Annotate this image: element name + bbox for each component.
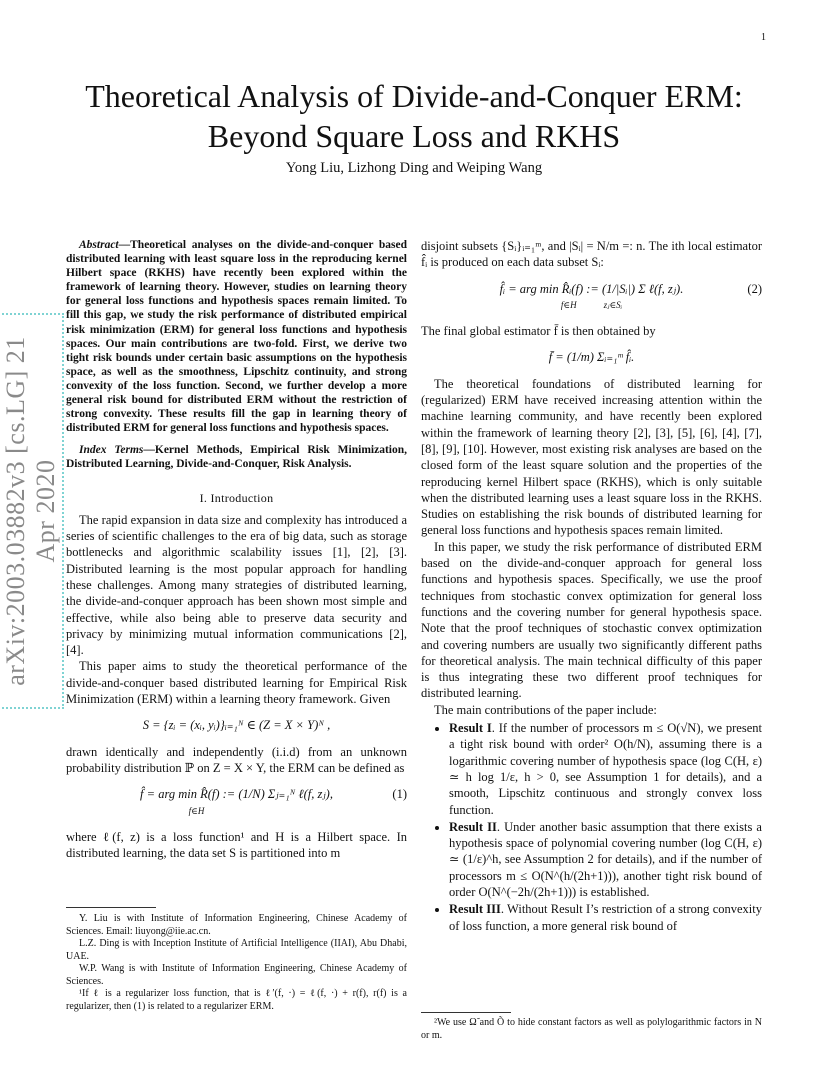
right-paragraph-3: The theoretical foundations of distributed learning for (regularized) ERM have received increasing attention within the machine learning community, and have recently been explored within the framework of learning theory [2], [3], [5], [6], [4], [7], [8], [9], [10]. However, most existing risk analyses are based on the closed form of the least square solution and the properties of the reproducing kernel Hilbert space (RKHS), which is only suitable when the distributed learning uses a least square loss in the RKHS. Studies on establishing the risk bounds of distributed learning for general loss functions and hypothesis spaces remain limited. [421,376,762,538]
equation-2-subscript: f∈H zⱼ∈Sᵢ [560,299,623,310]
intro-paragraph-4: where ℓ(f, z) is a loss function¹ and H is a Hilbert space. In distributed learning, the data set S is partitioned into m [66,829,407,861]
list-item-result-3 [449,901,762,934]
footnote-author-liu: Y. Liu is with Institute of Information Engineering, Chinese Academy of Sciences. Email: liuyong@iie.ac.cn. [66,913,407,937]
abstract [66,238,407,435]
paper-title [0,76,828,156]
page-number: 1 [761,32,766,43]
equation-dataset: S = {zᵢ = (xᵢ, yᵢ)}ᵢ₌₁ᴺ ∈ (Z = X × Y)ᴺ , [142,718,331,733]
result-2-label: Result II [449,819,497,834]
equation-2-number: (2) [747,281,762,296]
title-line-1: Theoretical Analysis of Divide-and-Conquer ERM: [85,78,743,114]
contributions-list [421,720,762,934]
intro-paragraph-3: drawn identically and independently (i.i.d) from an unknown probability distribution ℙ on Z = X × Y, the ERM can be defined as [66,744,407,775]
right-column [421,238,762,935]
abstract-text: —Theoretical analyses on the divide-and-conquer based distributed learning with least square loss in the reproducing kernel Hilbert space (RKHS) have recently been explored within the framework of learning theory. However, studies on learning theory for general loss functions and hypothesis spaces remain limited. To fill this gap, we study the risk performance of distributed empirical risk minimization (ERM) for general loss functions and hypothesis spaces. Our main contributions are two-fold. First, we derive two tight risk bounds under certain basic assumptions on the hypothesis space, as well as the smoothness, Lipschitz continuity, and strong convexity of the loss function. Second, we further develop a more general risk bound for distributed ERM without the restriction of strong convexity. These results fill the gap in learning theory of distributed ERM for general loss functions and hypothesis spaces. [66,239,407,435]
footnote-author-ding: L.Z. Ding is with Inception Institute of Artificial Intelligence (IIAI), Abu Dhabi, UAE. [66,938,407,962]
intro-paragraph-2: This paper aims to study the theoretical performance of the divide-and-conquer based distributed learning for Empirical Risk Minimization (ERM) within a learning theory framework. Given [66,659,407,707]
result-2-text: . Under another basic assumption that there exists a hypothesis space of polynomial covering number (log C(H, ε) ≃ (1/ε)^h, see Assumption 2 for details), and if the number of processors m ≤ O(N^(h/(2h+1))), another tight risk bound of order O(N^(−2h/(2h+1))) is established. [449,819,762,899]
equation-1-number: (1) [392,787,407,802]
authors: Yong Liu, Lizhong Ding and Weiping Wang [285,160,543,176]
right-paragraph-1: disjoint subsets {Sᵢ}ᵢ₌₁ᵐ, and |Sᵢ| = N/m =: n. The ith local estimator f̂ᵢ is produced on each data subset Sᵢ: [421,239,762,270]
title-line-2: Beyond Square Loss and RKHS [207,118,621,154]
footnote-author-wang: W.P. Wang is with Institute of Information Engineering, Chinese Academy of Sciences. [66,963,407,987]
result-1-label: Result I [449,721,492,736]
arxiv-stamp[interactable]: arXiv:2003.03882v3 [cs.LG] 21 Apr 2020 [0,315,62,707]
index-terms-text: —Kernel Methods, Empirical Risk Minimization, Distributed Learning, Divide-and-Conquer, Risk Analysis. [66,444,407,471]
intro-paragraph-1: The rapid expansion in data size and complexity has introduced a series of scientific challenges to the era of big data, such as storage bottlenecks and algorithmic scalability issues [1], [2], [3]. Distributed learning is the most popular approach for handling these challenges. Among many strategies of distributed learning, the divide-and-conquer approach has been shown most simple and effective, while also being able to preserve data security and privacy by minimizing mutual information communications [2], [4]. [66,512,407,658]
result-1-text: . If the number of processors m ≤ O(√N), we present a tight risk bound with order² O(h/N), assuming there is a logarithmic covering number of hypothesis space (log C(H, ε) ≃ h log 1/ε, h > 0, see Assumption 1 for details), and a smooth, Lipschitz continuous and strongly convex loss function. [449,721,762,817]
right-paragraph-2: The final global estimator f̄ is then obtained by [421,324,656,339]
section-heading-introduction: I. Introduction [199,490,274,505]
index-terms [66,443,407,471]
result-3-label: Result III [449,902,501,917]
equation-1 [66,786,407,819]
footnote-rule-left [66,907,156,908]
list-item-result-1 [449,720,762,818]
equation-2-body: f̂ᵢ = arg min R̂ᵢ(f) := (1/|Sᵢ|) Σ ℓ(f, zⱼ). [499,281,684,296]
equation-global-estimator: f̄ = (1/m) Σᵢ₌₁ᵐ f̂ᵢ. [548,350,635,365]
left-column [66,238,407,861]
right-paragraph-4: In this paper, we study the risk performance of distributed ERM based on the divide-and-conquer approach for general loss functions and hypothesis spaces. Specifically, we use the proof techniques from stochastic convex optimization for general loss functions and the covering number for general hypothesis space. Note that the proof techniques of stochastic convex optimization and covering numbers are usually two significantly different paths for theoretical analysis. The main technical difficulty of this paper is thus integrating these two different proof techniques for distributed learning. [421,539,762,701]
footnote-1: ¹If ℓ is a regularizer loss function, that is ℓ′(f, ·) = ℓ(f, ·) + r(f), r(f) is a regularizer, then (1) is related to a regularizer ERM. [66,988,407,1012]
equation-2 [421,281,762,314]
index-terms-label: Index Terms [79,444,144,457]
footnote-rule-right [421,1012,511,1013]
equation-1-subscript: f∈H [188,805,205,816]
list-item-result-2 [449,819,762,900]
abstract-label: Abstract [79,239,119,251]
equation-1-body: f̂ = arg min R̂(f) := (1/N) Σⱼ₌₁ᴺ ℓ(f, zⱼ), [140,787,333,802]
right-paragraph-5: The main contributions of the paper include: [434,702,657,717]
result-3-text: . Without Result I’s restriction of a strong convexity of loss function, a more general risk bound of [449,902,762,933]
footnotes-left [66,913,407,1013]
footnote-2: ²We use Ω̃ and Õ to hide constant factors as well as polylogarithmic factors in N or m. [421,1017,762,1041]
footnotes-right [421,1017,762,1042]
